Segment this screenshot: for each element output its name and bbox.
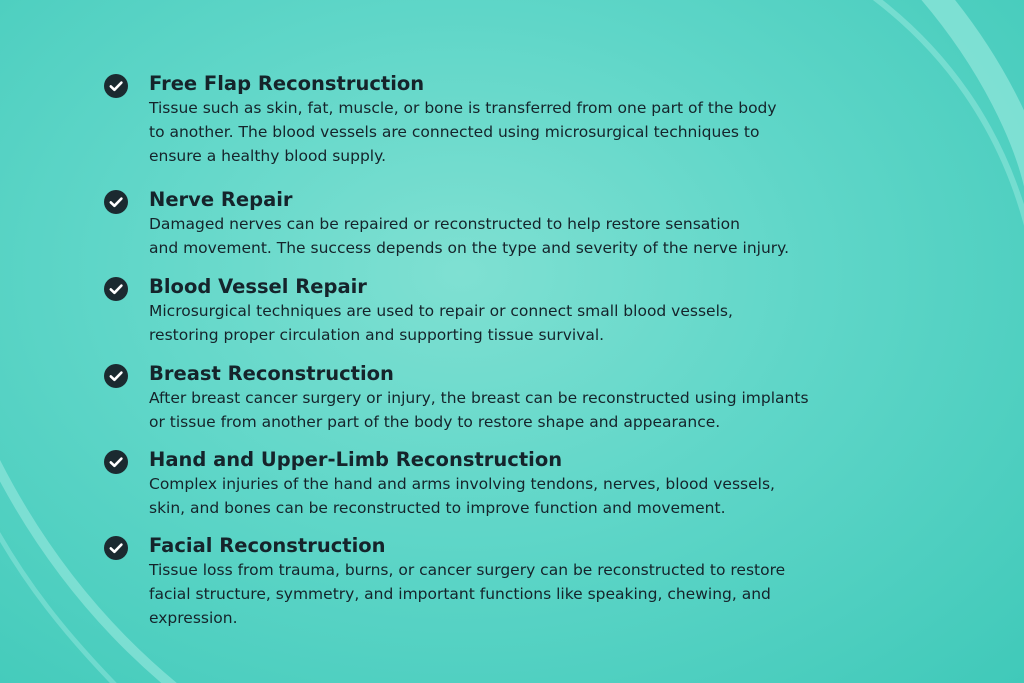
check-circle-icon xyxy=(104,364,128,388)
item-description xyxy=(149,558,824,630)
list-item xyxy=(104,534,824,630)
top-right-arc-outer xyxy=(930,0,1024,200)
item-description-line: Complex injuries of the hand and arms involving tendons, nerves, blood vessels, xyxy=(149,475,775,493)
item-title: Free Flap Reconstruction xyxy=(149,72,425,95)
item-title: Hand and Upper-Limb Reconstruction xyxy=(149,448,563,471)
item-description xyxy=(149,299,824,347)
item-description-line: facial structure, symmetry, and important functions like speaking, chewing, and xyxy=(149,585,771,603)
item-description-line: or tissue from another part of the body to restore shape and appearance. xyxy=(149,413,721,431)
item-description-line: Damaged nerves can be repaired or reconstructed to help restore sensation xyxy=(149,215,740,233)
item-description-line: and movement. The success depends on the type and severity of the nerve injury. xyxy=(149,239,790,257)
item-title: Facial Reconstruction xyxy=(149,534,386,557)
list-item xyxy=(104,448,824,520)
item-description-line: restoring proper circulation and supporting tissue survival. xyxy=(149,326,605,344)
item-description-line: skin, and bones can be reconstructed to improve function and movement. xyxy=(149,499,726,517)
list-item xyxy=(104,188,824,260)
list-item xyxy=(104,275,824,347)
item-title: Breast Reconstruction xyxy=(149,362,394,385)
item-description-line: ensure a healthy blood supply. xyxy=(149,147,386,165)
item-description-line: expression. xyxy=(149,609,238,627)
item-title: Nerve Repair xyxy=(149,188,293,211)
item-description xyxy=(149,212,824,260)
item-description-line: to another. The blood vessels are connected using microsurgical techniques to xyxy=(149,123,760,141)
item-title: Blood Vessel Repair xyxy=(149,275,367,298)
list-item xyxy=(104,72,824,168)
check-circle-icon xyxy=(104,536,128,560)
check-circle-icon xyxy=(104,74,128,98)
item-description-line: After breast cancer surgery or injury, the breast can be reconstructed using implants xyxy=(149,389,809,407)
item-description-line: Tissue loss from trauma, burns, or cancer surgery can be reconstructed to restore xyxy=(149,561,786,579)
item-description-line: Tissue such as skin, fat, muscle, or bone is transferred from one part of the body xyxy=(149,99,777,117)
top-right-arc-inner xyxy=(850,0,1024,260)
check-circle-icon xyxy=(104,450,128,474)
item-description xyxy=(149,386,824,434)
reconstruction-list xyxy=(104,72,824,630)
item-description xyxy=(149,472,824,520)
list-item xyxy=(104,362,824,434)
check-circle-icon xyxy=(104,190,128,214)
item-description-line: Microsurgical techniques are used to repair or connect small blood vessels, xyxy=(149,302,733,320)
item-description xyxy=(149,96,824,168)
check-circle-icon xyxy=(104,277,128,301)
